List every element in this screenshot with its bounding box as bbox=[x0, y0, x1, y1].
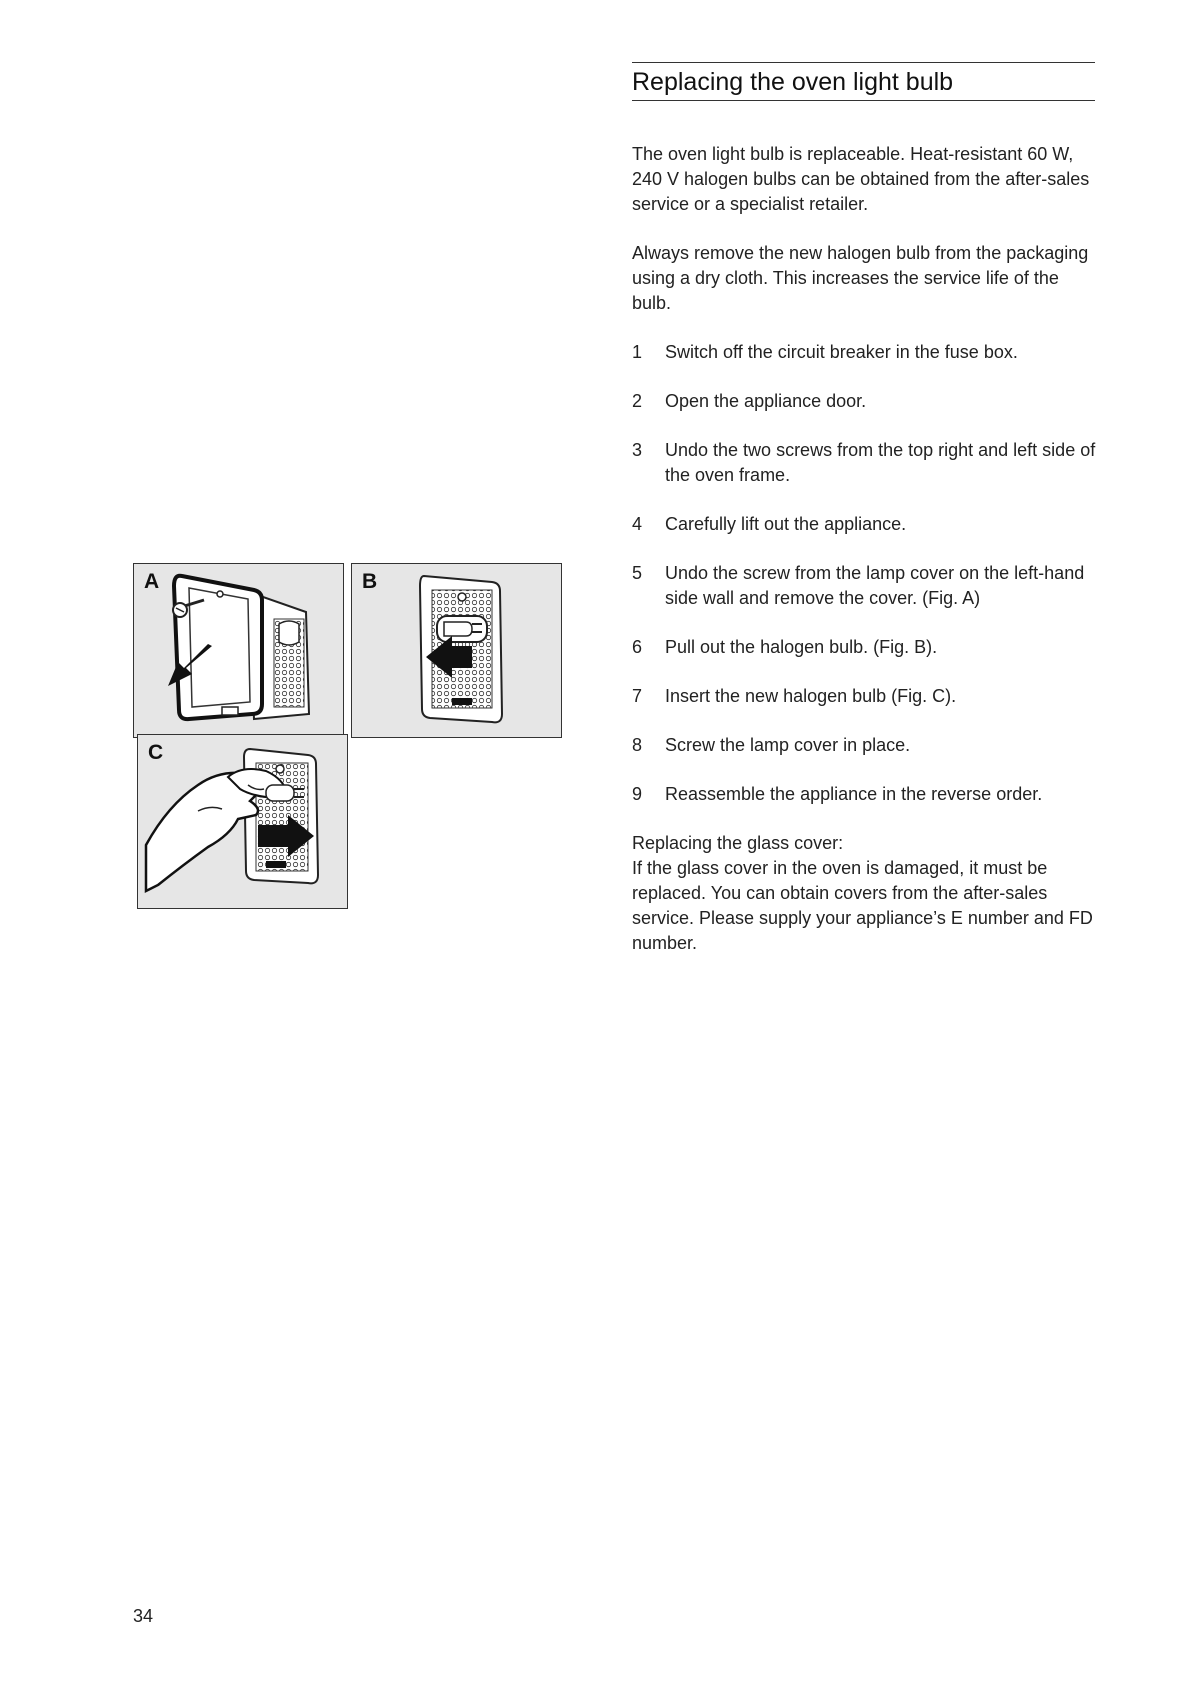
step-2 bbox=[632, 389, 1102, 414]
step-number: 2 bbox=[632, 391, 643, 411]
page-number: 34 bbox=[133, 1606, 154, 1626]
step-text: Reassemble the appliance in the reverse order. bbox=[665, 784, 1043, 804]
step-3 bbox=[632, 438, 1102, 488]
step-7 bbox=[632, 684, 1102, 709]
lamp-cover-removal-illustration bbox=[134, 564, 343, 737]
glass-cover-heading: Replacing the glass cover: bbox=[632, 833, 844, 853]
step-text: Switch off the circuit breaker in the fuse box. bbox=[665, 342, 1018, 362]
figure-a bbox=[133, 563, 344, 738]
steps-list bbox=[632, 340, 1102, 807]
figure-c-label: C bbox=[148, 741, 164, 764]
step-number: 9 bbox=[632, 784, 643, 804]
step-text: Insert the new halogen bulb (Fig. C). bbox=[665, 686, 957, 706]
glass-cover-section bbox=[632, 831, 1102, 956]
step-number: 7 bbox=[632, 686, 643, 706]
bulb-insertion-illustration bbox=[138, 735, 347, 908]
intro-paragraph-1: The oven light bulb is replaceable. Heat-resistant 60 W, 240 V halogen bulbs can be obtained from the after-sales service or a specialist retailer. bbox=[632, 144, 1090, 214]
step-6 bbox=[632, 635, 1102, 660]
step-number: 1 bbox=[632, 342, 643, 362]
instructions-content bbox=[632, 142, 1102, 956]
figure-c bbox=[137, 734, 348, 909]
step-text: Undo the two screws from the top right and left side of the oven frame. bbox=[665, 440, 1096, 485]
bulb-removal-illustration bbox=[352, 564, 561, 737]
step-number: 5 bbox=[632, 563, 643, 583]
glass-cover-text: If the glass cover in the oven is damaged, it must be replaced. You can obtain covers from the after-sales service. Please supply your appliance’s E number and FD number. bbox=[632, 858, 1093, 953]
step-5 bbox=[632, 561, 1102, 611]
step-text: Pull out the halogen bulb. (Fig. B). bbox=[665, 637, 938, 657]
step-text: Screw the lamp cover in place. bbox=[665, 735, 911, 755]
step-text: Undo the screw from the lamp cover on the left-hand side wall and remove the cover. (Fig. A) bbox=[665, 563, 1085, 608]
title-block bbox=[632, 62, 1095, 101]
step-text: Open the appliance door. bbox=[665, 391, 867, 411]
intro-paragraph-2: Always remove the new halogen bulb from the packaging using a dry cloth. This increases the service life of the bulb. bbox=[632, 243, 1089, 313]
step-number: 6 bbox=[632, 637, 643, 657]
page-title: Replacing the oven light bulb bbox=[632, 68, 954, 96]
step-number: 3 bbox=[632, 440, 643, 460]
step-9 bbox=[632, 782, 1102, 807]
figure-b-label: B bbox=[362, 570, 378, 593]
step-1 bbox=[632, 340, 1102, 365]
step-4 bbox=[632, 512, 1102, 537]
figure-a-label: A bbox=[144, 570, 160, 593]
step-text: Carefully lift out the appliance. bbox=[665, 514, 907, 534]
step-8 bbox=[632, 733, 1102, 758]
step-number: 8 bbox=[632, 735, 643, 755]
step-number: 4 bbox=[632, 514, 643, 534]
figure-b bbox=[351, 563, 562, 738]
